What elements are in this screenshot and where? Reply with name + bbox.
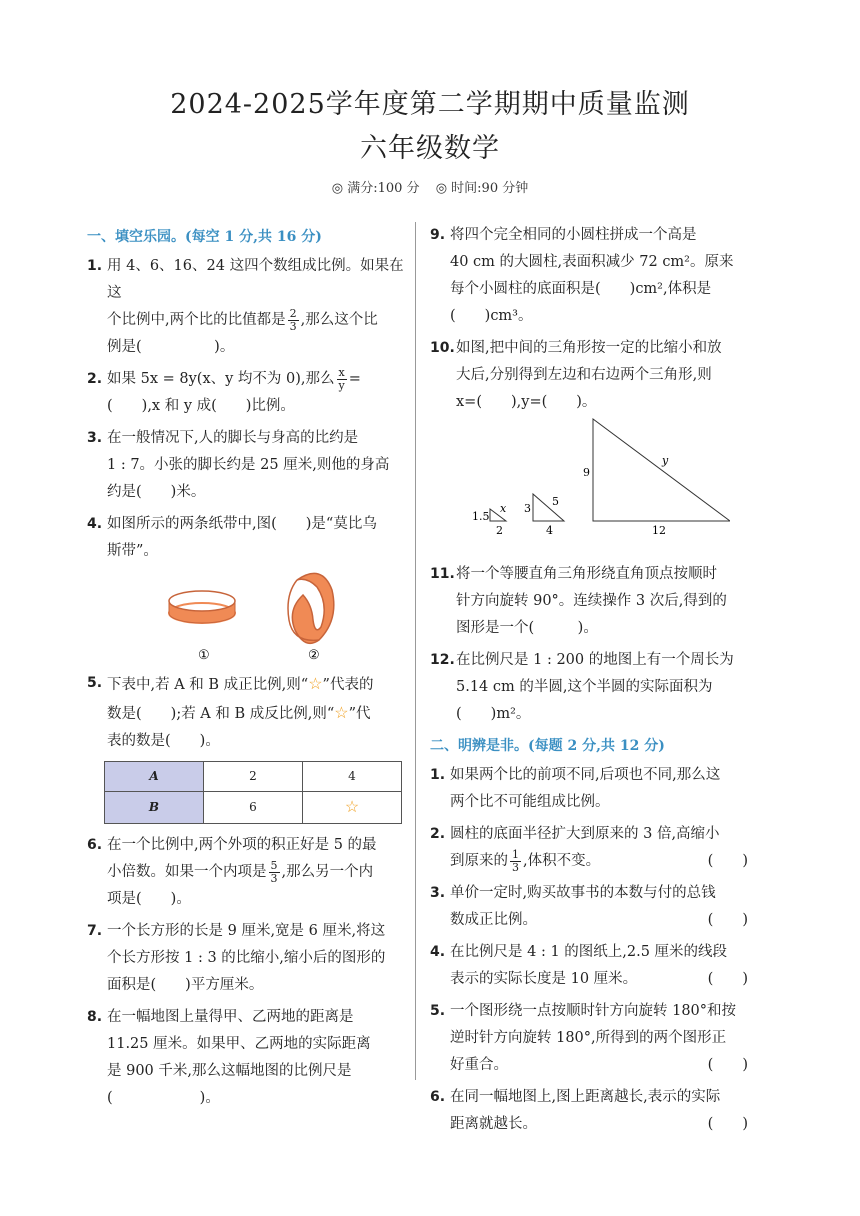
ring-band-icon <box>169 591 235 623</box>
answer-parens: ( ) <box>707 1057 748 1073</box>
triangles-figure <box>456 416 748 556</box>
svg-text:2: 2 <box>496 524 503 537</box>
mobius-band-icon <box>288 573 334 643</box>
middle-triangle <box>533 494 564 521</box>
figure-label-1: ① <box>198 648 210 663</box>
svg-text:4: 4 <box>546 524 553 537</box>
judge-4: 4. 在比例尺是 4 : 1 的图纸上,2.5 厘米的线段 表示的实际长度是 10 厘米。 ( ) <box>430 939 748 993</box>
fraction: $\frac{2}{3}$ <box>289 306 297 333</box>
question-3: 3. 在一般情况下,人的脚长与身高的比约是 1 : 7。小张的脚长约是 25 厘米,则他的身高 约是( )米。 <box>87 430 390 500</box>
fraction: $\frac{x}{y}$ <box>338 365 345 392</box>
question-2: 2. 如果 5x = 8y(x、y 均不为 0),那么 $\frac{x}{y}$ = ( ),x 和 y 成( )比例。 <box>87 365 361 414</box>
fraction: $\frac{1}{3}$ <box>512 847 519 874</box>
star-icon: ☆ <box>308 674 323 693</box>
paper-bands-figure <box>107 565 405 665</box>
question-11: 11. 将一个等腰直角三角形绕直角顶点按顺时 针方向旋转 90°。连续操作 3 次后,得到的 图形是一个( )。 <box>430 566 727 636</box>
paper-bands-svg <box>107 565 407 665</box>
answer-parens: ( ) <box>707 912 748 928</box>
fraction: $\frac{5}{3}$ <box>270 858 278 885</box>
triangles-svg <box>430 416 730 556</box>
judge-3: 3. 单价一定时,购买故事书的本数与付的总钱 数成正比例。 ( ) <box>430 880 748 934</box>
figure-label-2: ② <box>308 648 320 663</box>
large-triangle <box>593 419 730 521</box>
question-5: 5. 下表中,若 A 和 B 成正比例,则“☆”代表的 数是( );若 A 和 B 成反比例,则“☆”代 表的数是( )。 A 2 4 B 6 ☆ <box>87 670 405 824</box>
answer-parens: ( ) <box>707 1116 748 1132</box>
question-6: 6. 在一个比例中,两个外项的积正好是 5 的最 小倍数。如果一个内项是 $\frac{5}{3}$ ,那么另一个内 项是( )。 <box>87 837 377 907</box>
svg-text:x: x <box>500 502 507 515</box>
question-8: 8. 在一幅地图上量得甲、乙两地的距离是 11.25 厘米。如果甲、乙两地的实际距离 是 900 千米,那么这幅地图的比例尺是 ( )。 <box>87 1009 371 1106</box>
svg-text:3: 3 <box>524 502 531 515</box>
exam-meta <box>0 177 860 196</box>
svg-text:9: 9 <box>583 466 590 479</box>
column-divider <box>415 222 416 1080</box>
star-icon: ☆ <box>334 703 349 722</box>
question-10: 10. 如图,把中间的三角形按一定的比缩小和放 大后,分别得到左边和右边两个三角形,则 x=( ),y=( )。 1.5 x 2 3 5 4 9 y 12 <box>430 335 748 556</box>
star-icon: ☆ <box>344 797 360 816</box>
section-2-title: 二、明辨是非。(每题 2 分,共 12 分) <box>430 738 665 754</box>
question-1: 1. 用 4、6、16、24 这四个数组成比例。如果在这 个比例中,两个比的比值都是 $\frac{2}{3}$ ,那么这个比 例是( )。 <box>87 258 404 355</box>
full-score: ◎ 满分:100 分 <box>331 181 420 196</box>
left-column <box>87 222 405 1117</box>
time-limit: ◎ 时间:90 分钟 <box>435 181 529 196</box>
answer-parens: ( ) <box>707 971 748 987</box>
section-1-title: 一、填空乐园。(每空 1 分,共 16 分) <box>87 229 322 245</box>
judge-1: 1. 如果两个比的前项不同,后项也不同,那么这 两个比不可能组成比例。 <box>430 767 721 810</box>
svg-text:12: 12 <box>652 524 666 537</box>
question-7: 7. 一个长方形的长是 9 厘米,宽是 6 厘米,将这 个长方形按 1 : 3 的比缩小,缩小后的图形的 面积是( )平方厘米。 <box>87 923 386 993</box>
judge-6: 6. 在同一幅地图上,图上距离越长,表示的实际 距离就越长。 ( ) <box>430 1084 748 1138</box>
question-12: 12. 在比例尺是 1 : 200 的地图上有一个周长为 5.14 cm 的半圆,这个半圆的实际面积为 ( )m²。 <box>430 652 734 722</box>
svg-text:y: y <box>662 454 669 467</box>
svg-text:1.5: 1.5 <box>472 510 490 523</box>
judge-2: 2. 圆柱的底面半径扩大到原来的 3 倍,高缩小 到原来的 $\frac{1}{3}$ ,体积不变。 ( ) <box>430 826 748 874</box>
question-4: 4. 如图所示的两条纸带中,图( )是“莫比乌 斯带”。 ① ② <box>87 511 405 665</box>
exam-title: 2024-2025学年度第二学期期中质量监测 <box>170 89 690 120</box>
right-column <box>430 222 748 1143</box>
svg-text:5: 5 <box>552 495 559 508</box>
ab-table: A 2 4 B 6 ☆ <box>104 761 402 824</box>
answer-parens: ( ) <box>707 853 748 869</box>
judge-5: 5. 一个图形绕一点按顺时针方向旋转 180°和按 逆时针方向旋转 180°,所得到的两个图形正 好重合。 ( ) <box>430 998 748 1079</box>
question-9: 9. 将四个完全相同的小圆柱拼成一个高是 40 cm 的大圆柱,表面积减少 72 cm²。原来 每个小圆柱的底面积是( )cm²,体积是 ( )cm³。 <box>430 227 734 324</box>
exam-subtitle: 六年级数学 <box>360 133 500 164</box>
